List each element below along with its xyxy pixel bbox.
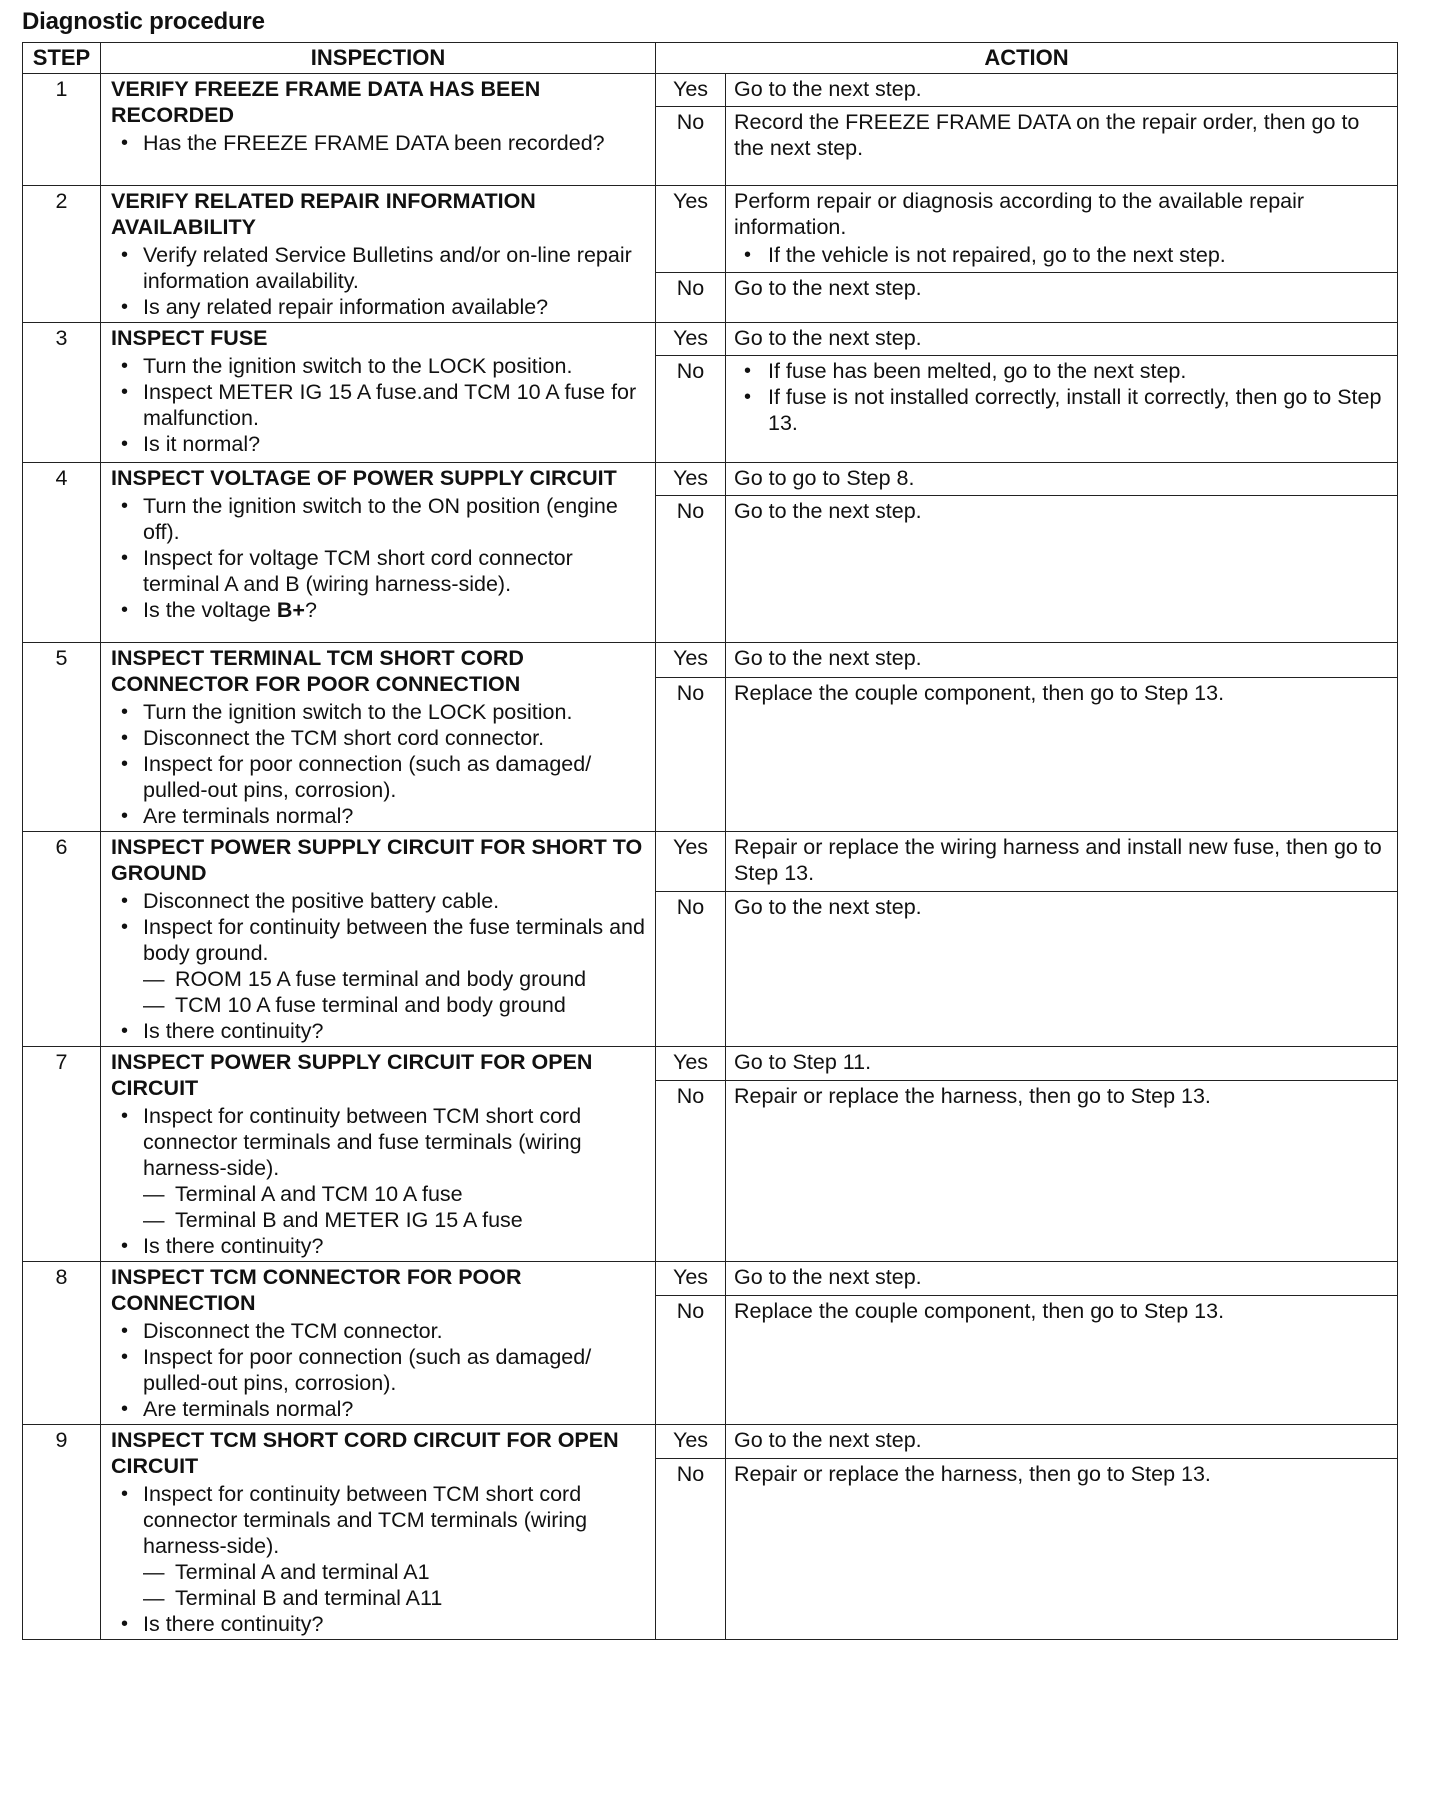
no-action: Go to the next step. — [726, 892, 1398, 1047]
inspection-cell — [101, 323, 656, 463]
inspection-bullet: • Is there continuity? — [111, 1611, 649, 1637]
yes-label: Yes — [656, 643, 726, 678]
inspection-bullet: • Inspect METER IG 15 A fuse.and TCM 10 A fuse for malfunction. — [111, 379, 649, 431]
yes-action: Go to the next step. — [726, 1262, 1398, 1296]
yes-action: Go to the next step. — [726, 643, 1398, 678]
bullet-text: Inspect for continuity between TCM short cord connector terminals and TCM terminals (wiring harness-side). — [143, 1482, 588, 1558]
sub-item-text: ROOM 15 A fuse terminal and body ground — [175, 967, 587, 991]
inspection-title: INSPECT TCM SHORT CORD CIRCUIT FOR OPEN CIRCUIT — [111, 1428, 619, 1478]
no-label: No — [656, 272, 726, 322]
action-bullet: • If the vehicle is not repaired, go to the next step. — [734, 242, 1391, 268]
no-label: No — [656, 496, 726, 643]
sub-item — [143, 1585, 649, 1611]
yes-label: Yes — [656, 1047, 726, 1081]
inspection-cell — [101, 186, 656, 323]
step-number: 4 — [23, 463, 101, 643]
sub-item — [143, 1559, 649, 1585]
step-row-6 — [23, 832, 1398, 892]
no-action: Replace the couple component, then go to Step 13. — [726, 677, 1398, 831]
inspection-cell — [101, 1047, 656, 1262]
step-number: 7 — [23, 1047, 101, 1262]
sub-item-text: Terminal B and terminal A11 — [175, 1586, 443, 1610]
dash-mark: — — [143, 967, 165, 991]
yes-label: Yes — [656, 463, 726, 496]
inspection-cell — [101, 1262, 656, 1425]
bullet-text: Inspect for continuity between the fuse terminals and body ground. — [143, 915, 645, 965]
diagnostic-table — [22, 42, 1398, 1640]
sub-item — [143, 966, 649, 992]
yes-action: Go to the next step. — [726, 323, 1398, 356]
no-label: No — [656, 356, 726, 463]
inspection-bullet: • Verify related Service Bulletins and/or on-line repair information availability. — [111, 242, 649, 294]
inspection-title: VERIFY FREEZE FRAME DATA HAS BEEN RECORDED — [111, 77, 541, 127]
yes-action: Go to go to Step 8. — [726, 463, 1398, 496]
no-label: No — [656, 677, 726, 831]
step-number: 1 — [23, 74, 101, 186]
dash-mark: — — [143, 1586, 165, 1610]
page-title: Diagnostic procedure — [22, 8, 265, 35]
step-row-7 — [23, 1047, 1398, 1081]
inspection-bullet: • Turn the ignition switch to the LOCK position. — [111, 699, 649, 725]
action-bullet: • If fuse is not installed correctly, install it correctly, then go to Step 13. — [734, 384, 1391, 436]
no-action: Replace the couple component, then go to Step 13. — [726, 1296, 1398, 1425]
yes-action: Go to Step 11. — [726, 1047, 1398, 1081]
inspection-bullet: • Has the FREEZE FRAME DATA been recorded? — [111, 130, 649, 156]
step-row-9 — [23, 1425, 1398, 1459]
no-label: No — [656, 1081, 726, 1262]
yes-label: Yes — [656, 74, 726, 107]
step-row-5 — [23, 643, 1398, 678]
yes-action-cell — [726, 186, 1398, 273]
inspection-title: INSPECT VOLTAGE OF POWER SUPPLY CIRCUIT — [111, 466, 617, 490]
no-action: Go to the next step. — [726, 496, 1398, 643]
no-action-cell — [726, 356, 1398, 463]
inspection-bullet: • Are terminals normal? — [111, 1396, 649, 1422]
inspection-bullet: • Is it normal? — [111, 431, 649, 457]
yes-action: Go to the next step. — [726, 74, 1398, 107]
inspection-bullet: • Are terminals normal? — [111, 803, 649, 829]
step-number: 9 — [23, 1425, 101, 1640]
header-inspection: INSPECTION — [101, 43, 656, 74]
inspection-bullet: • Disconnect the positive battery cable. — [111, 888, 649, 914]
no-label: No — [656, 1296, 726, 1425]
inspection-cell — [101, 463, 656, 643]
inspection-cell — [101, 1425, 656, 1640]
no-action: Go to the next step. — [726, 272, 1398, 322]
step-number: 8 — [23, 1262, 101, 1425]
sub-item-text: Terminal A and TCM 10 A fuse — [175, 1182, 463, 1206]
inspection-cell — [101, 832, 656, 1047]
header-step: STEP — [23, 43, 101, 74]
sub-item — [143, 1207, 649, 1233]
step-row-3 — [23, 323, 1398, 356]
inspection-bullet: • Is there continuity? — [111, 1233, 649, 1259]
header-row — [23, 43, 1398, 74]
inspection-bullet: • Disconnect the TCM connector. — [111, 1318, 649, 1344]
step-number: 5 — [23, 643, 101, 832]
inspection-bullet: • Is there continuity? — [111, 1018, 649, 1044]
inspection-bullet: • Inspect for voltage TCM short cord connector terminal A and B (wiring harness-side). — [111, 545, 649, 597]
yes-label: Yes — [656, 186, 726, 273]
inspection-bullet: • Disconnect the TCM short cord connector. — [111, 725, 649, 751]
yes-label: Yes — [656, 1262, 726, 1296]
no-action: Repair or replace the harness, then go to Step 13. — [726, 1459, 1398, 1640]
no-action: Repair or replace the harness, then go to Step 13. — [726, 1081, 1398, 1262]
header-action: ACTION — [656, 43, 1398, 74]
dash-mark: — — [143, 993, 165, 1017]
no-action: Record the FREEZE FRAME DATA on the repair order, then go to the next step. — [726, 107, 1398, 186]
inspection-bullet — [111, 1103, 649, 1233]
bullet-text: ? — [304, 598, 317, 622]
no-label: No — [656, 107, 726, 186]
sub-item-text: Terminal B and METER IG 15 A fuse — [175, 1208, 523, 1232]
inspection-bullet: • Turn the ignition switch to the ON position (engine off). — [111, 493, 649, 545]
inspection-bullet: • Inspect for poor connection (such as damaged/ pulled-out pins, corrosion). — [111, 1344, 649, 1396]
step-row-2 — [23, 186, 1398, 273]
inspection-bullet — [111, 1481, 649, 1611]
inspection-bullet: • Inspect for poor connection (such as damaged/ pulled-out pins, corrosion). — [111, 751, 649, 803]
yes-action: Go to the next step. — [726, 1425, 1398, 1459]
inspection-bullet — [111, 597, 649, 623]
sub-item — [143, 992, 649, 1018]
dash-mark: — — [143, 1560, 165, 1584]
inspection-title: INSPECT POWER SUPPLY CIRCUIT FOR OPEN CIRCUIT — [111, 1050, 593, 1100]
inspection-bullet: • Is any related repair information available? — [111, 294, 649, 320]
step-number: 6 — [23, 832, 101, 1047]
dash-mark: — — [143, 1182, 165, 1206]
bullet-text: Inspect for continuity between TCM short cord connector terminals and fuse terminals (wiring harness-side). — [143, 1104, 582, 1180]
inspection-title: INSPECT TERMINAL TCM SHORT CORD CONNECTOR FOR POOR CONNECTION — [111, 646, 524, 696]
sub-item — [143, 1181, 649, 1207]
inspection-bullet: • Turn the ignition switch to the LOCK position. — [111, 353, 649, 379]
step-row-4 — [23, 463, 1398, 496]
yes-label: Yes — [656, 1425, 726, 1459]
inspection-title: INSPECT POWER SUPPLY CIRCUIT FOR SHORT TO GROUND — [111, 835, 643, 885]
step-row-8 — [23, 1262, 1398, 1296]
inspection-title: INSPECT FUSE — [111, 326, 268, 350]
yes-label: Yes — [656, 323, 726, 356]
yes-action: Repair or replace the wiring harness and install new fuse, then go to Step 13. — [726, 832, 1398, 892]
dash-mark: — — [143, 1208, 165, 1232]
inspection-title: INSPECT TCM CONNECTOR FOR POOR CONNECTION — [111, 1265, 522, 1315]
action-bullet: • If fuse has been melted, go to the next step. — [734, 358, 1391, 384]
no-label: No — [656, 1459, 726, 1640]
step-number: 3 — [23, 323, 101, 463]
bullet-bold: B+ — [276, 598, 305, 622]
inspection-cell — [101, 643, 656, 832]
inspection-bullet — [111, 914, 649, 1018]
inspection-title: VERIFY RELATED REPAIR INFORMATION AVAILABILITY — [111, 189, 536, 239]
sub-item-text: Terminal A and terminal A1 — [175, 1560, 430, 1584]
sub-item-text: TCM 10 A fuse terminal and body ground — [175, 993, 566, 1017]
yes-action: Perform repair or diagnosis according to the available repair information. — [734, 189, 1305, 239]
no-label: No — [656, 892, 726, 1047]
inspection-cell — [101, 74, 656, 186]
step-number: 2 — [23, 186, 101, 323]
yes-label: Yes — [656, 832, 726, 892]
step-row-1 — [23, 74, 1398, 107]
bullet-text: Is the voltage — [143, 598, 277, 622]
